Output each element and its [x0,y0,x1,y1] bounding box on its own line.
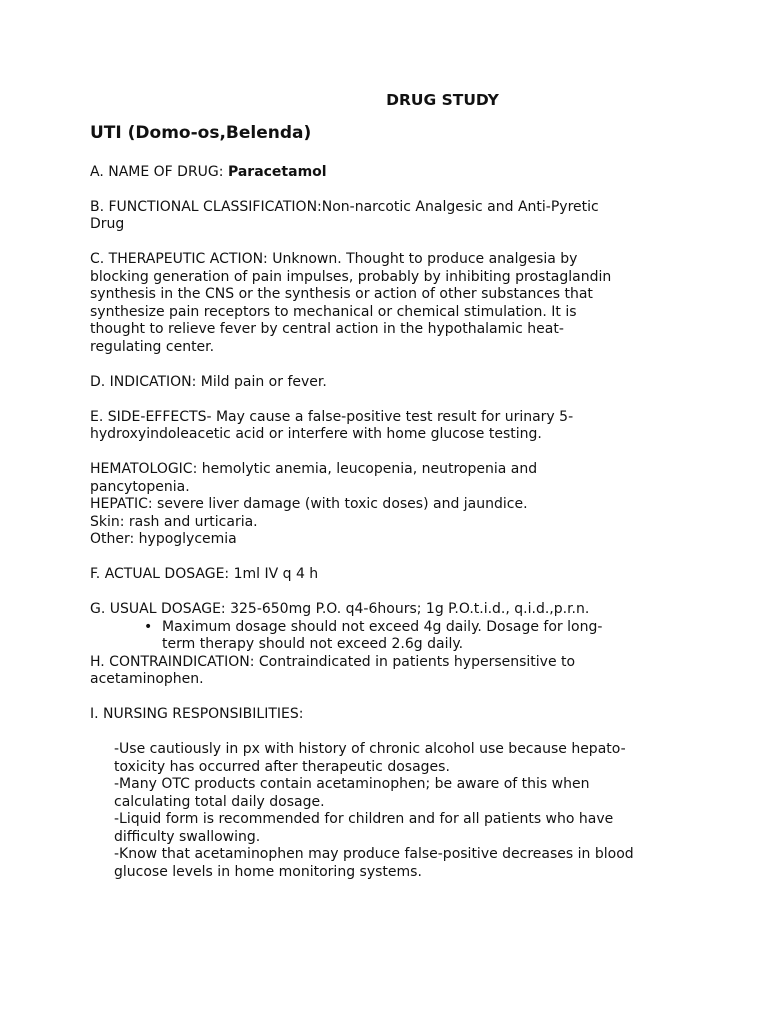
hematologic-line-1: HEMATOLOGIC: hemolytic anemia, leucopenia, neutropenia and [90,461,538,477]
drug-name-line [90,164,690,182]
indication-line: D. INDICATION: Mild pain or fever. [90,373,327,390]
nursing-line-3: -Many OTC products contain acetaminophen; be aware of this when [114,776,590,792]
side-effects-line-1: E. SIDE-EFFECTS- May cause a false-positive test result for urinary 5- [90,408,574,425]
other-line: Other: hypoglycemia [90,531,237,547]
bullet-item [144,619,690,654]
contraindication-line-2: acetaminophen. [90,671,204,687]
usual-dosage-line: G. USUAL DOSAGE: 325-650mg P.O. q4-6hours; 1g P.O.t.i.d., q.i.d.,p.r.n. [90,601,590,617]
hepatic-line: HEPATIC: severe liver damage (with toxic doses) and jaundice. [90,496,528,512]
nursing-list [90,741,690,881]
hematologic-line-2: pancytopenia. [90,478,190,495]
action-line-3: synthesis in the CNS or the synthesis or action of other substances that [90,286,593,302]
document-body [90,88,690,881]
classification-line-2: Drug [90,216,125,232]
page-subtitle: UTI (Domo-os,Belenda) [90,123,312,143]
bullet-line-1: Maximum dosage should not exceed 4g daily. Dosage for long- [162,618,603,635]
usual-dosage-bullets [90,619,690,654]
action-line-2: blocking generation of pain impulses, probably by inhibiting prostaglandin [90,268,612,285]
action-line-4: synthesize pain receptors to mechanical or chemical stimulation. It is [90,303,577,320]
drug-name-value: Paracetamol [227,163,327,180]
actual-dosage-line: F. ACTUAL DOSAGE: 1ml IV q 4 h [90,566,319,582]
contraindication-line-1: H. CONTRAINDICATION: Contraindicated in patients hypersensitive to [90,653,576,670]
nursing-line-5: -Liquid form is recommended for children and for all patients who have [114,811,614,827]
drug-name-label: A. NAME OF DRUG: [90,163,228,180]
nursing-line-7: -Know that acetaminophen may produce false-positive decreases in blood [114,846,634,862]
nursing-line-8: glucose levels in home monitoring systems. [114,863,422,880]
page-title: DRUG STUDY [386,91,499,109]
nursing-heading: I. NURSING RESPONSIBILITIES: [90,706,304,722]
bullet-line-2: term therapy should not exceed 2.6g daily. [162,636,464,652]
nursing-line-1: -Use cautiously in px with history of chronic alcohol use because hepato- [114,741,626,757]
nursing-line-4: calculating total daily dosage. [114,793,325,810]
nursing-line-6: difficulty swallowing. [114,828,261,845]
action-line-6: regulating center. [90,338,215,355]
skin-line: Skin: rash and urticaria. [90,513,258,530]
side-effects-line-2: hydroxyindoleacetic acid or interfere with home glucose testing. [90,426,542,442]
action-line-5: thought to relieve fever by central action in the hypothalamic heat- [90,321,564,337]
action-line-1: C. THERAPEUTIC ACTION: Unknown. Thought to produce analgesia by [90,251,578,267]
nursing-line-2: toxicity has occurred after therapeutic dosages. [114,758,450,775]
classification-line-1: B. FUNCTIONAL CLASSIFICATION:Non-narcotic Analgesic and Anti-Pyretic [90,198,599,215]
